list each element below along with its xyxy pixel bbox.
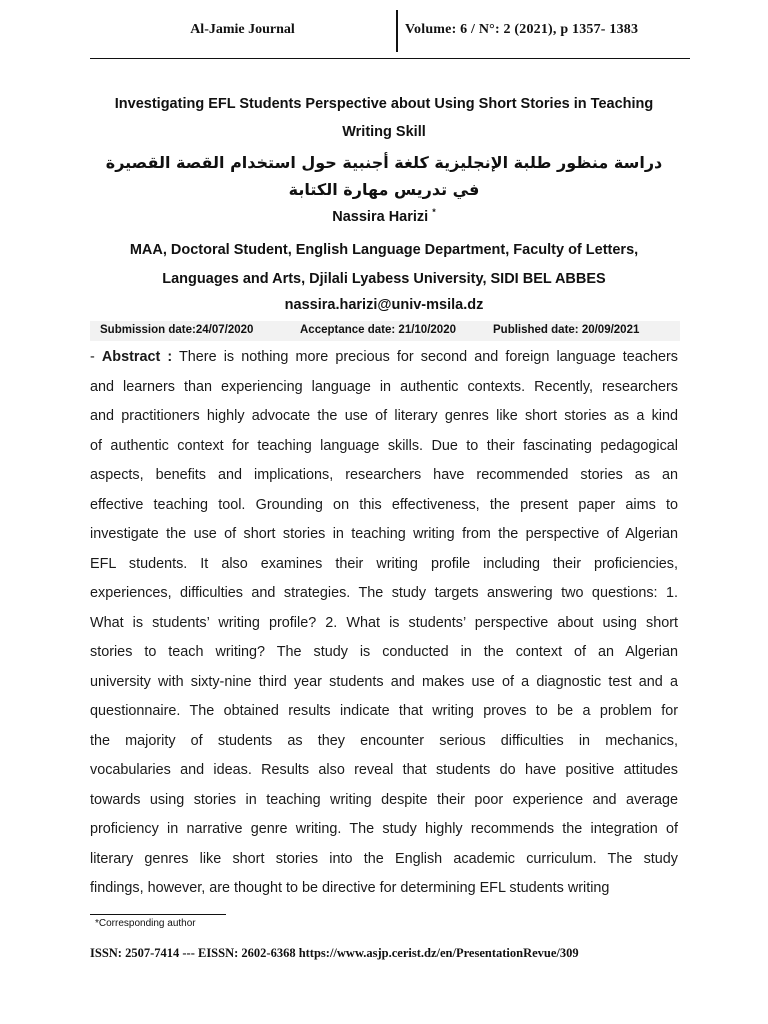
- abstract-line: literary genres like short stories into the English academic curriculum. The study: [90, 850, 678, 867]
- abstract-line: towards using stories in teaching writing despite their poor experience and average: [90, 791, 678, 808]
- abstract-line: investigate the use of short stories in teaching writing from the perspective of Algerian: [90, 526, 678, 542]
- abstract-line: the majority of students as they encounter serious difficulties in mechanics,: [90, 732, 678, 749]
- abstract-line: stories to teach writing? The study is conducted in the context of an Algerian: [90, 644, 678, 660]
- author-line: [90, 207, 678, 225]
- running-header: [90, 10, 690, 52]
- author-email[interactable]: nassira.harizi@univ-msila.dz: [284, 297, 484, 313]
- abstract-label: Abstract :: [101, 349, 173, 365]
- affiliation-line-2: Languages and Arts, Djilali Lyabess University, SIDI BEL ABBES: [162, 271, 606, 287]
- abstract-line: - Abstract : There is nothing more precious for second and foreign language teachers: [90, 349, 678, 365]
- footnote: *Corresponding author: [95, 918, 196, 929]
- author-mark: *: [432, 207, 436, 217]
- author-name: Nassira Harizi: [332, 208, 429, 225]
- abstract-line: vocabularies and ideas. Results also reveal that students do have positive attitudes: [90, 762, 678, 778]
- header-rule: [90, 58, 690, 59]
- arabic-title: دراسة منظور طلبة الإنجليزية كلغة أجنبية حول استخدام القصة القصيرة في تدريس مهارة الكتابة: [105, 153, 663, 199]
- abstract-line: EFL students. It also examines their writing profile including their proficiencies,: [90, 555, 678, 572]
- published-date: Published date: 20/09/2021: [493, 324, 640, 336]
- journal-name: Al-Jamie Journal: [190, 22, 295, 37]
- header-divider: [396, 10, 398, 52]
- title-line-2: Writing Skill: [342, 124, 426, 140]
- abstract-prefix: -: [90, 349, 102, 365]
- abstract-body: [90, 343, 678, 904]
- abstract-line: and learners than experiencing language in authentic contexts. Recently, researchers: [90, 378, 678, 395]
- abstract-line: questionnaire. The obtained results indicate that writing proves to be a problem for: [90, 703, 678, 719]
- acceptance-date: Acceptance date: 21/10/2020: [300, 324, 456, 336]
- abstract-line: experiences, difficulties and strategies. The study targets answering two questions: 1.: [90, 585, 678, 601]
- affiliation-line-1: MAA, Doctoral Student, English Language Department, Faculty of Letters,: [129, 242, 639, 258]
- title-line-1: Investigating EFL Students Perspective about Using Short Stories in Teaching: [114, 96, 654, 112]
- abstract-line: proficiency in narrative genre writing. The study highly recommends the integration of: [90, 821, 678, 837]
- volume-info: Volume: 6 / N°: 2 (2021), p 1357- 1383: [405, 22, 639, 37]
- submission-date: Submission date:24/07/2020: [100, 324, 254, 336]
- abstract-line: of authentic context for teaching language skills. Due to their fascinating pedagogical: [90, 437, 678, 454]
- dates-bar: [90, 321, 680, 341]
- abstract-line: effective teaching tool. Grounding on this effectiveness, the present paper aims to: [90, 496, 678, 513]
- abstract-line: university with sixty-nine third year students and makes use of a diagnostic test and a: [90, 673, 678, 690]
- abstract-line: findings, however, are thought to be directive for determining EFL students writing: [90, 880, 610, 896]
- page-footer: ISSN: 2507-7414 --- EISSN: 2602-6368 https://www.asjp.cerist.dz/en/PresentationRevue/309: [90, 946, 579, 960]
- affiliation: [90, 236, 678, 294]
- abstract-line: and practitioners highly advocate the use of literary genres like short stories as a kind: [90, 408, 678, 424]
- paper-title: [90, 90, 678, 146]
- abstract-line: What is students’ writing profile? 2. What is students’ perspective about using short: [90, 614, 678, 631]
- footnote-rule: [90, 914, 226, 915]
- abstract-line: aspects, benefits and implications, researchers have recommended stories as an: [90, 467, 678, 483]
